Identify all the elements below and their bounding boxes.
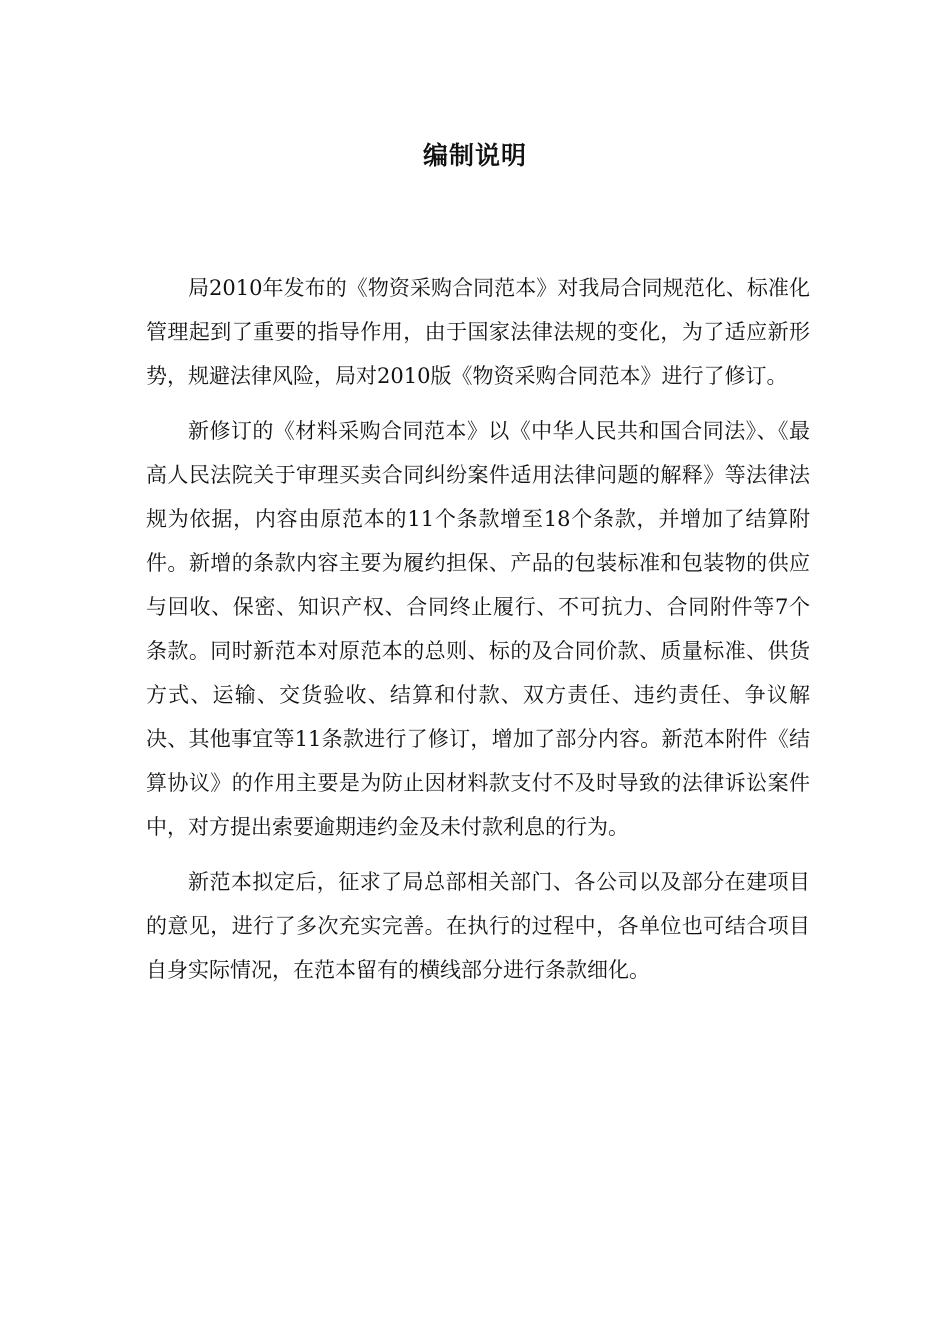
paragraph-2: 新修订的《材料采购合同范本》以《中华人民共和国合同法》、《最高人民法院关于审理买卖合同纠纷案件适用法律问题的解释》等法律法规为依据，内容由原范本的11个条款增至18个条款，并增加了结算附件。新增的条款内容主要为履约担保、产品的包装标准和包装物的供应与回收、保密、知识产权、合同终止履行、不可抗力、合同附件等7个条款。同时新范本对原范本的总则、标的及合同价款、质量标准、供货方式、运输、交货验收、结算和付款、双方责任、违约责任、争议解决、其他事宜等11条款进行了修订，增加了部分内容。新范本附件《结算协议》的作用主要是为防止因材料款支付不及时导致的法律诉讼案件中，对方提出索要逾期违约金及未付款利息的行为。 xyxy=(146,419,810,839)
page-title: 编制说明 xyxy=(422,141,527,170)
paragraph-3: 新范本拟定后，征求了局总部相关部门、各公司以及部分在建项目的意见，进行了多次充实完善。在执行的过程中，各单位也可结合项目自身实际情况，在范本留有的横线部分进行条款细化。 xyxy=(146,870,810,982)
paragraph-1: 局2010年发布的《物资采购合同范本》对我局合同规范化、标准化管理起到了重要的指导作用，由于国家法律法规的变化，为了适应新形势，规避法律风险，局对2010版《物资采购合同范本》进行了修订。 xyxy=(146,276,810,388)
document-body xyxy=(146,266,810,1003)
